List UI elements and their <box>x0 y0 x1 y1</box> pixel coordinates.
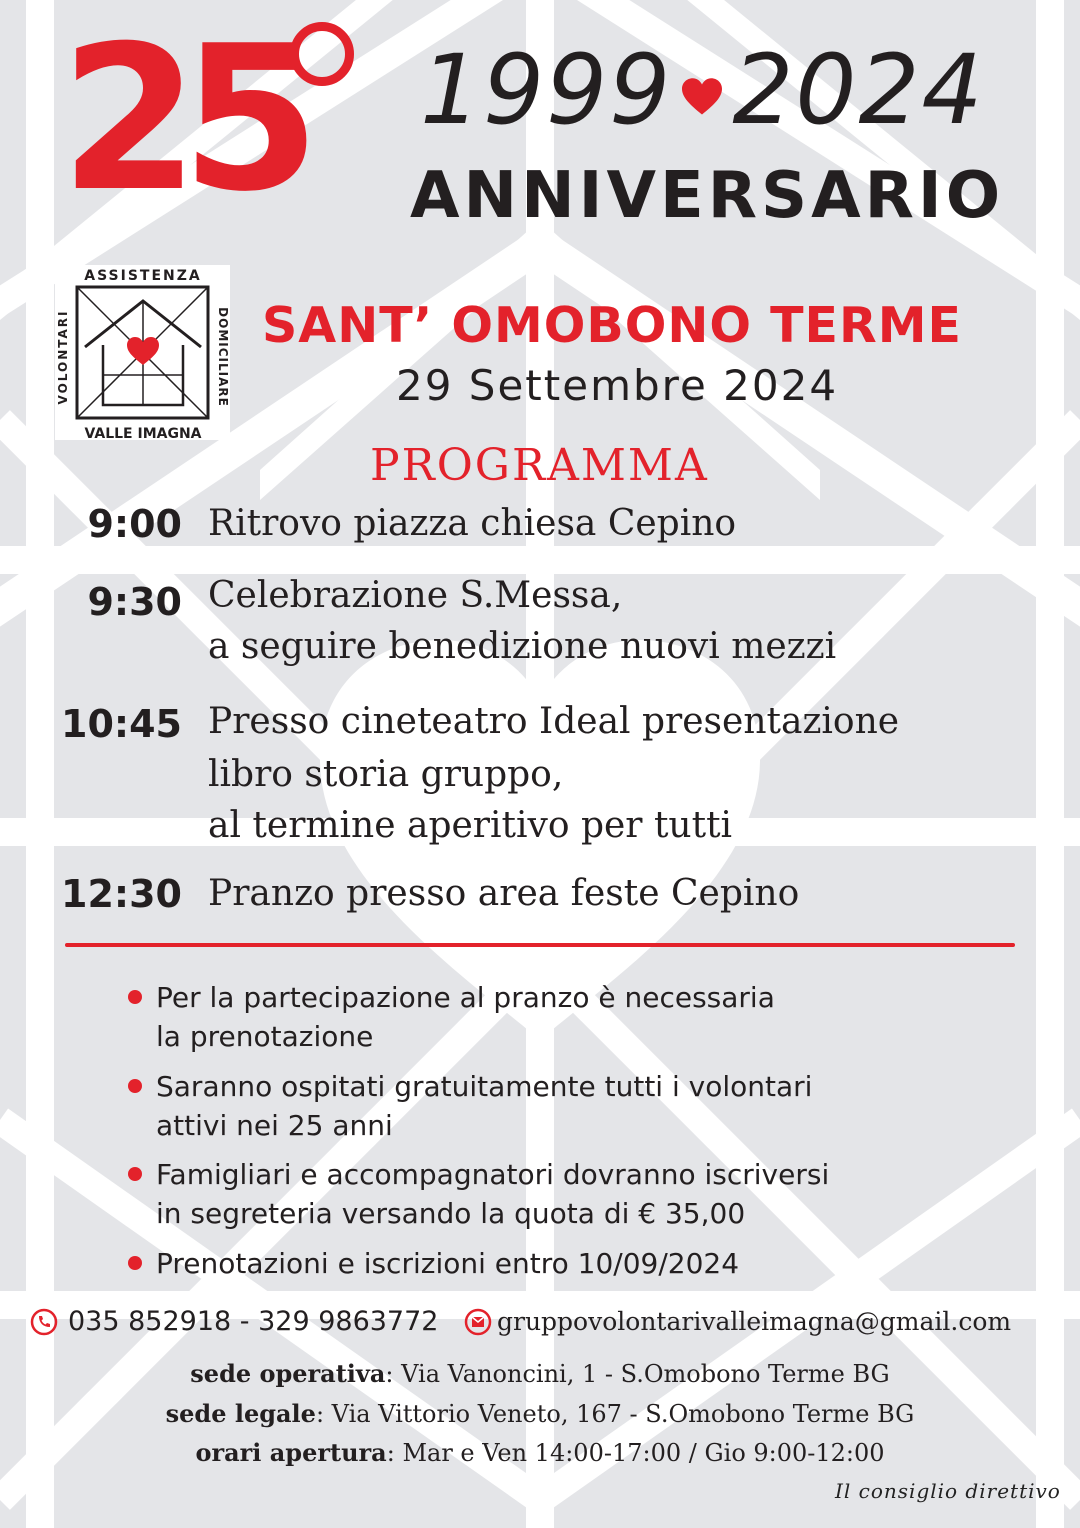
footer-operational-address <box>0 1357 1080 1391</box>
logo-right-text: DOMICILIARE <box>216 307 230 407</box>
footer-opening-hours <box>0 1436 1080 1470</box>
phone-numbers: 035 852918 - 329 9863772 <box>68 1306 439 1337</box>
program-activity-line: Pranzo presso area feste Cepino <box>208 873 800 914</box>
logo-bottom-text: VALLE IMAGNA <box>84 426 202 440</box>
program-time: 9:30 <box>87 580 182 624</box>
signature: Il consiglio direttivo <box>835 1479 1061 1503</box>
program-activity-line: a seguire benedizione nuovi mezzi <box>208 626 837 667</box>
anniversary-label: ANNIVERSARIO <box>410 159 1005 233</box>
note-line: la prenotazione <box>156 1020 374 1053</box>
degree-symbol <box>290 22 354 86</box>
event-date: 29 Settembre 2024 <box>396 361 839 410</box>
footer-value: : Mar e Ven 14:00-17:00 / Gio 9:00-12:00 <box>386 1439 885 1467</box>
note-line: attivi nei 25 anni <box>156 1109 393 1142</box>
program-time: 10:45 <box>61 702 182 746</box>
email-address: gruppovolontarivalleimagna@gmail.com <box>497 1307 1012 1336</box>
bullet-icon <box>128 990 142 1004</box>
year-start: 1999 <box>420 34 673 146</box>
note-line: Famigliari e accompagnatori dovranno iscriversi <box>156 1158 830 1191</box>
bullet-icon <box>128 1256 142 1270</box>
note-line: Saranno ospitati gratuitamente tutti i volontari <box>156 1070 813 1103</box>
program-activity-line: Celebrazione S.Messa, <box>208 575 623 616</box>
program-time: 9:00 <box>87 502 182 546</box>
bullet-icon <box>128 1079 142 1093</box>
logo-top-text: ASSISTENZA <box>84 268 202 284</box>
association-logo <box>55 265 230 440</box>
note-line: in segreteria versando la quota di € 35,00 <box>156 1197 746 1230</box>
note-item <box>128 1067 1028 1147</box>
note-item <box>128 1155 1028 1235</box>
anniversary-number: 25 <box>60 3 303 236</box>
bullet-icon <box>128 1167 142 1181</box>
program-time: 12:30 <box>61 872 182 916</box>
email-icon <box>464 1308 492 1336</box>
program-activity-line: Presso cineteatro Ideal presentazione <box>208 701 900 742</box>
footer-value: : Via Vittorio Veneto, 167 - S.Omobono Terme BG <box>315 1400 915 1428</box>
logo-left-text: VOLONTARI <box>56 309 70 405</box>
footer-legal-address <box>0 1397 1080 1431</box>
footer-label: orari apertura <box>195 1438 387 1467</box>
footer-value: : Via Vanoncini, 1 - S.Omobono Terme BG <box>385 1360 890 1388</box>
program-activity-line: Ritrovo piazza chiesa Cepino <box>208 503 737 544</box>
year-end: 2024 <box>732 34 985 146</box>
program-activity-line: libro storia gruppo, <box>208 754 564 795</box>
program-title: PROGRAMMA <box>370 440 709 491</box>
note-item <box>128 978 1028 1058</box>
years-range <box>420 34 985 146</box>
phone-icon <box>30 1308 58 1336</box>
footer-label: sede operativa <box>190 1359 386 1388</box>
event-place: SANT’ OMOBONO TERME <box>262 297 962 354</box>
program-activity-line: al termine aperitivo per tutti <box>208 805 733 846</box>
note-item <box>128 1244 1028 1284</box>
heart-icon <box>682 77 722 117</box>
note-line: Prenotazioni e iscrizioni entro 10/09/2024 <box>156 1247 740 1280</box>
footer-label: sede legale <box>165 1399 316 1428</box>
note-line: Per la partecipazione al pranzo è necessaria <box>156 981 775 1014</box>
red-divider <box>65 943 1015 947</box>
